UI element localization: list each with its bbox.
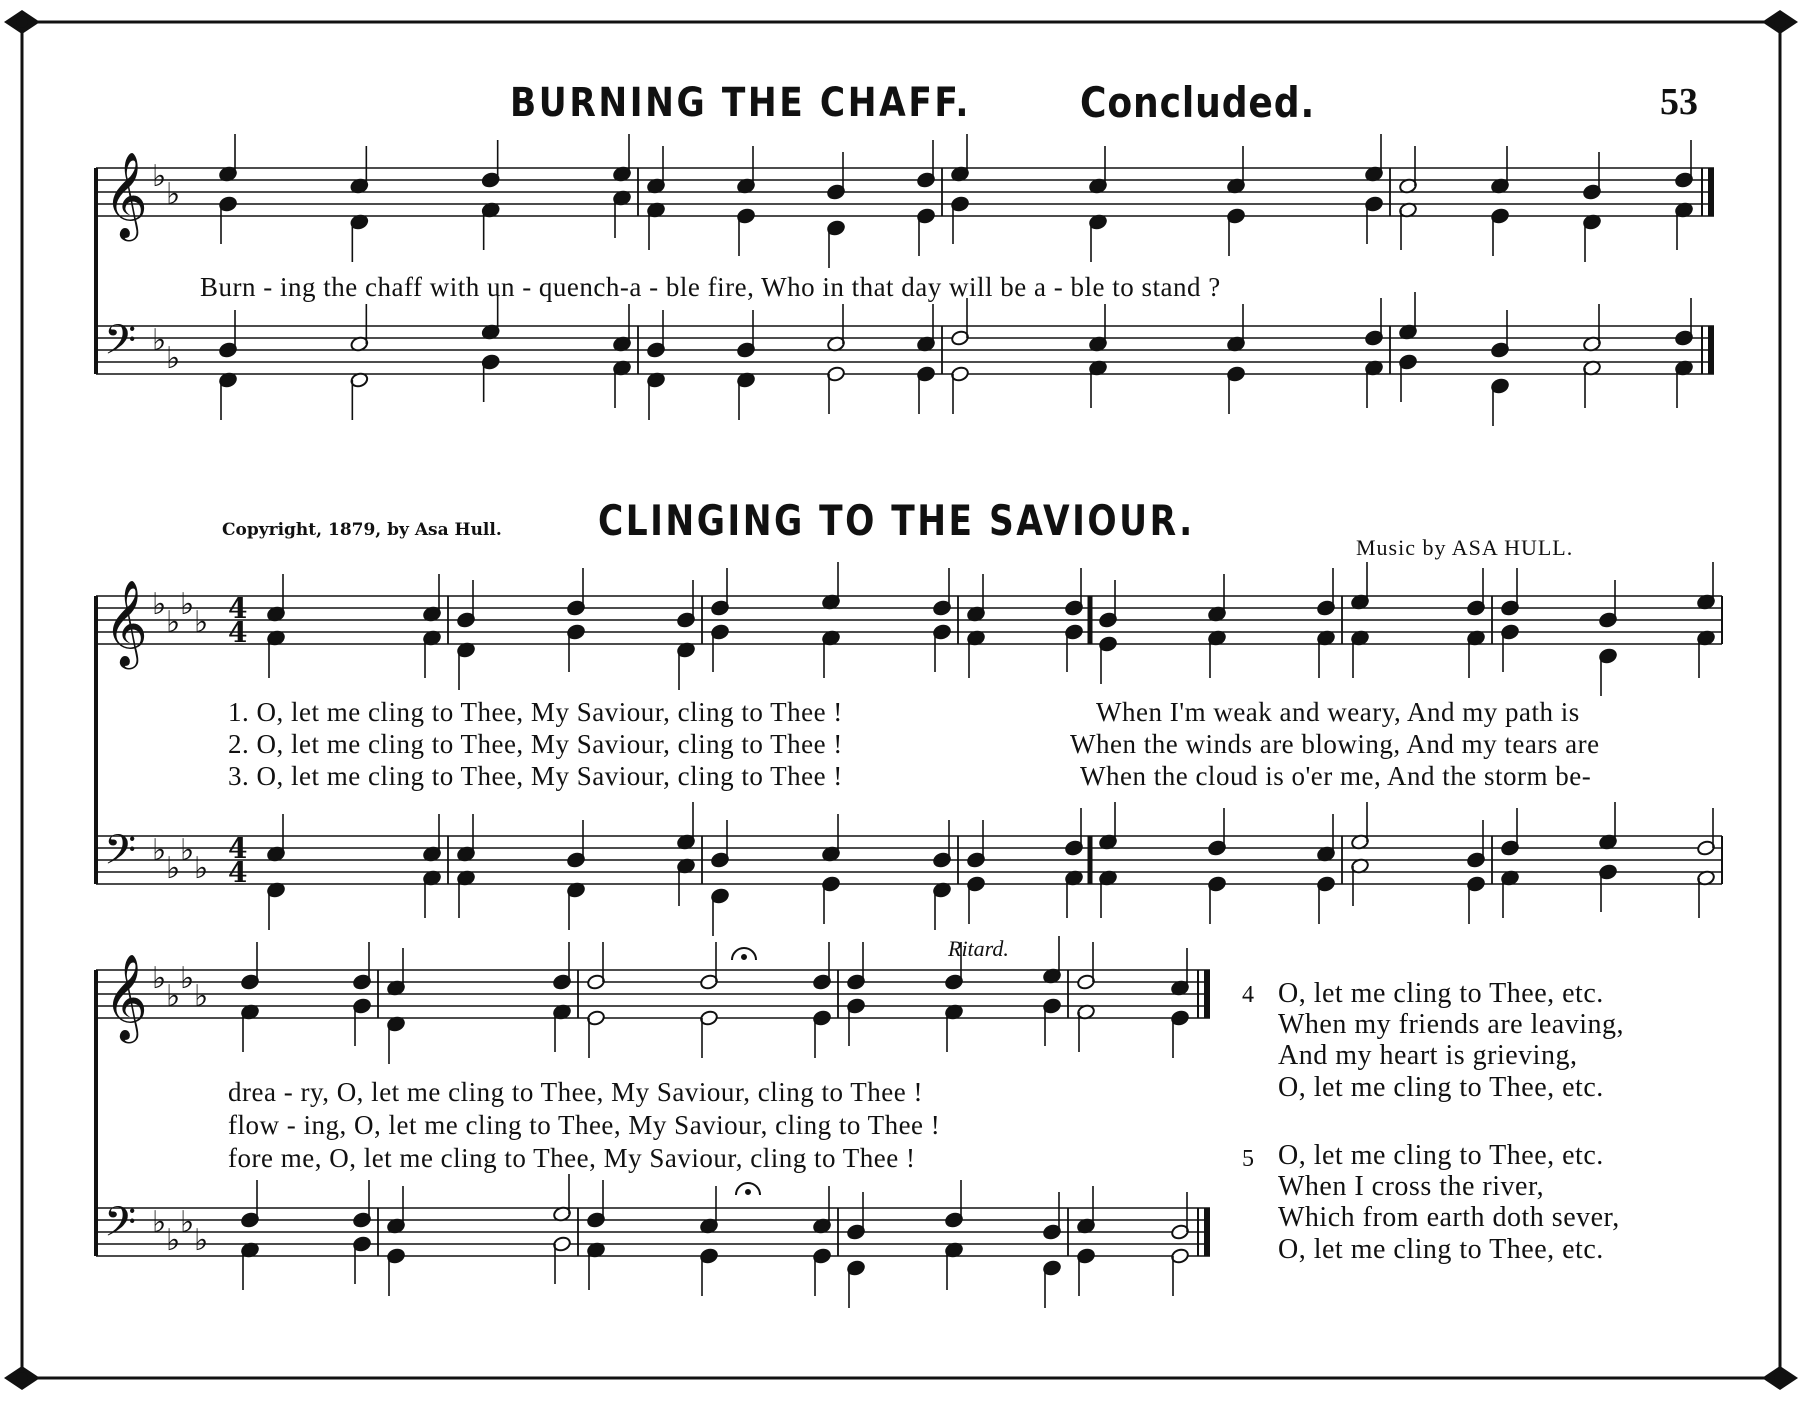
treble-clef-icon: 𝄞: [104, 152, 148, 238]
bass-clef-icon: 𝄢: [104, 1198, 137, 1256]
flat-icon: ♭: [152, 159, 167, 194]
copyright-notice: Copyright, 1879, by Asa Hull.: [222, 520, 502, 540]
verse-line: When my friends are leaving,: [1278, 1009, 1624, 1040]
time-signature: 4: [228, 616, 248, 649]
flat-icon: ♭: [166, 979, 181, 1014]
verse-line: O, let me cling to Thee, etc.: [1278, 1072, 1604, 1103]
verse-line: O, let me cling to Thee, etc.: [1278, 978, 1604, 1009]
song1-lyric-line: Burn - ing the chaff with un - quench-a - ble fire, Who in that day will be a - ble to stand ?: [200, 272, 1221, 302]
flat-icon: ♭: [152, 323, 167, 358]
flat-icon: ♭: [180, 1205, 195, 1240]
flat-icon: ♭: [166, 851, 181, 886]
flat-icon: ♭: [194, 1223, 209, 1258]
flat-icon: ♭: [152, 587, 167, 622]
time-signature: 4: [228, 592, 248, 625]
flat-icon: ♭: [152, 961, 167, 996]
verse-2-line-c: flow - ing, O, let me cling to Thee, My Saviour, cling to Thee !: [228, 1110, 941, 1140]
verse-3-line-a: 3. O, let me cling to Thee, My Saviour, cling to Thee !: [228, 761, 843, 791]
flat-icon: ♭: [166, 177, 181, 212]
flat-icon: ♭: [194, 979, 209, 1014]
treble-clef-icon: 𝄞: [104, 580, 148, 666]
flat-icon: ♭: [166, 1223, 181, 1258]
verse-3-line-c: fore me, O, let me cling to Thee, My Saviour, cling to Thee !: [228, 1143, 916, 1173]
flat-icon: ♭: [166, 341, 181, 376]
verse-1-line-a: 1. O, let me cling to Thee, My Saviour, cling to Thee !: [228, 697, 843, 727]
ritard-marking: Ritard.: [948, 936, 1009, 961]
time-signature: 4: [228, 832, 248, 865]
bass-clef-icon: 𝄢: [104, 826, 137, 884]
flat-icon: ♭: [180, 587, 195, 622]
flat-icon: ♭: [180, 833, 195, 868]
verse-3-line-b: When the cloud is o'er me, And the storm be-: [1080, 761, 1592, 791]
flat-icon: ♭: [152, 1205, 167, 1240]
flat-icon: ♭: [166, 605, 181, 640]
title-concluded-suffix: Concluded.: [1080, 78, 1316, 127]
verse-line: When I cross the river,: [1278, 1171, 1545, 1202]
verse-line: O, let me cling to Thee, etc.: [1278, 1140, 1604, 1171]
flat-icon: ♭: [180, 961, 195, 996]
verse-line: Which from earth doth sever,: [1278, 1202, 1620, 1233]
verse-2-line-a: 2. O, let me cling to Thee, My Saviour, cling to Thee !: [228, 729, 843, 759]
verse-line: O, let me cling to Thee, etc.: [1278, 1234, 1604, 1265]
treble-clef-icon: 𝄞: [104, 954, 148, 1040]
verse-number: 5: [1242, 1146, 1254, 1172]
fermata-icon: [746, 1190, 751, 1195]
song-title-burning-the-chaff: BURNING THE CHAFF.: [510, 80, 972, 126]
flat-icon: ♭: [194, 851, 209, 886]
song-title-clinging-to-the-saviour: CLINGING TO THE SAVIOUR.: [598, 496, 1195, 545]
verse-2-line-b: When the winds are blowing, And my tears are: [1070, 729, 1600, 759]
verse-number: 4: [1242, 982, 1254, 1008]
flat-icon: ♭: [152, 833, 167, 868]
verse-1-line-b: When I'm weak and weary, And my path is: [1096, 697, 1580, 727]
verse-1-line-c: drea - ry, O, let me cling to Thee, My Saviour, cling to Thee !: [228, 1077, 923, 1107]
fermata-icon: [742, 955, 747, 960]
page-number: 53: [1660, 81, 1698, 123]
flat-icon: ♭: [194, 605, 209, 640]
composer-credit: Music by ASA HULL.: [1356, 535, 1574, 560]
bass-clef-icon: 𝄢: [104, 316, 137, 374]
time-signature: 4: [228, 856, 248, 889]
verse-line: And my heart is grieving,: [1278, 1040, 1578, 1071]
